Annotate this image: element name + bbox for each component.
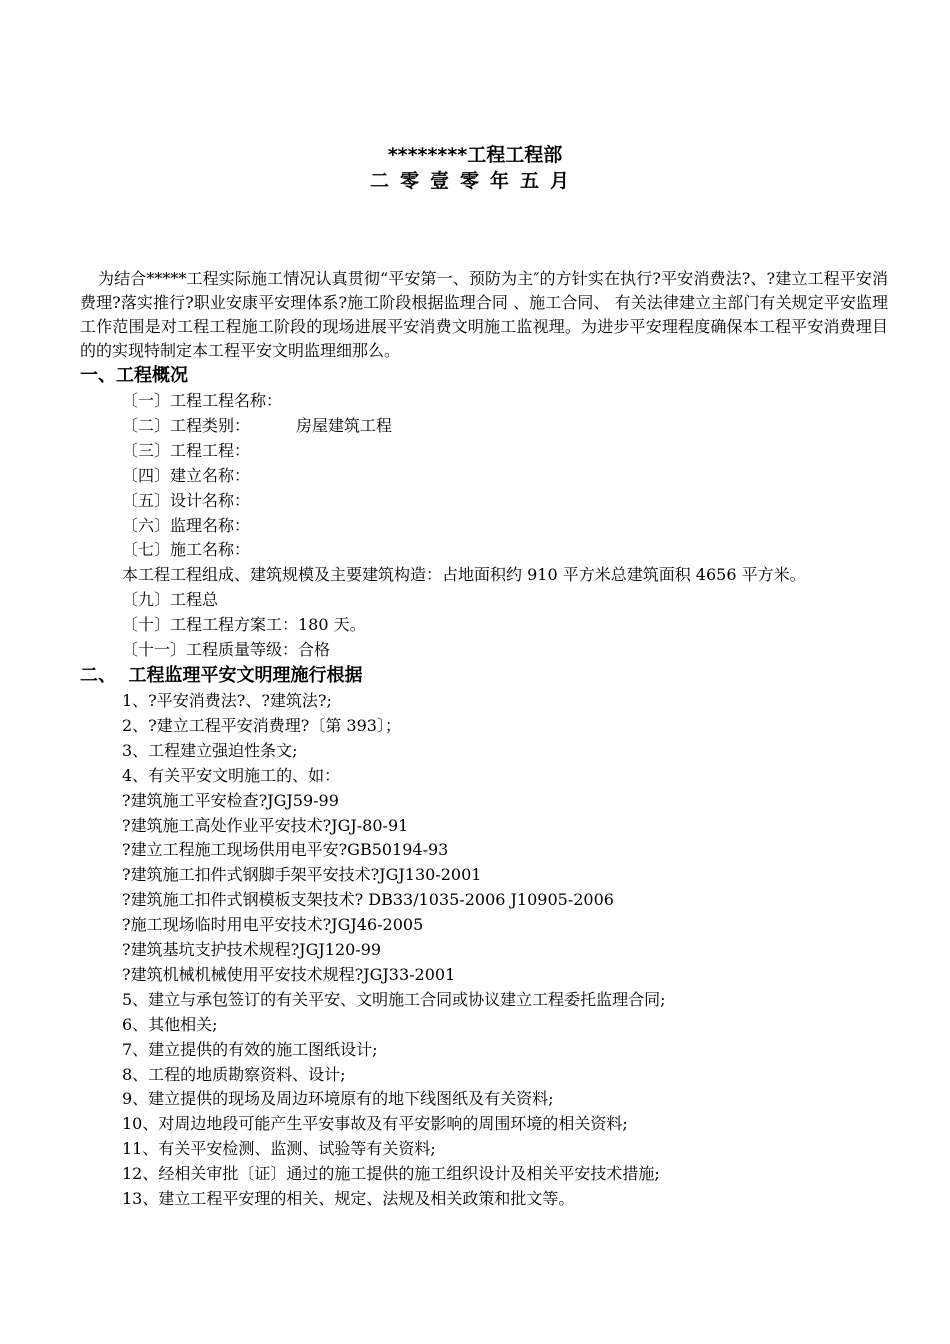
basis-item: ?施工现场临时用电平安技术?JGJ46-2005 [122,915,424,935]
overview-item: 〔十〕工程工程方案工：180 天。 [122,615,366,635]
basis-item: 2、?建立工程平安消费理?〔第 393〕； [122,715,401,735]
basis-item: 1、?平安消费法?、?建筑法?; [122,690,332,710]
item-label: 〔一〕工程工程名称： [122,391,283,410]
basis-item: 13、建立工程平安理的相关、规定、法规及相关政策和批文等。 [122,1189,575,1209]
basis-item: 6、其他相关; [122,1014,218,1034]
overview-item [80,464,888,489]
basis-item: 8、工程的地质勘察资料、设计; [122,1064,346,1084]
item-label: 〔六〕监理名称： [122,515,251,535]
basis-item: 3、工程建立强迫性条文; [122,740,298,760]
item-label: 〔五〕设计名称： [122,490,251,510]
document-body [80,267,888,1212]
overview-item [80,489,888,514]
basis-item: ?建筑施工扣件式钢脚手架平安技术?JGJ130-2001 [122,865,482,885]
project-overview-list [80,389,888,563]
item-label: 〔二〕工程类别： [122,415,251,435]
basis-item: 5、建立与承包签订的有关平安、文明施工合同或协议建立工程委托监理合同; [122,989,666,1009]
basis-item: 4、有关平安文明施工的、如： [122,765,341,785]
title-block [0,142,950,194]
basis-item: 9、建立提供的现场及周边环境原有的地下线图纸及有关资料; [122,1089,554,1109]
basis-item: 7、建立提供的有效的施工图纸设计; [122,1039,378,1059]
basis-item: ?建筑基坑支护技术规程?JGJ120-99 [122,940,382,960]
document-title: ********工程工程部 [387,144,563,166]
basis-item: ?建筑施工平安检查?JGJ59-99 [122,790,339,810]
scale-paragraph: 本工程工程组成、建筑规模及主要建筑构造：占地面积约 910 平方米总建筑面积 4656 平方米。 [122,565,806,585]
basis-item: ?建立工程施工现场供用电平安?GB50194-93 [122,840,449,860]
basis-item: ?建筑机械机械使用平安技术规程?JGJ33-2001 [122,964,456,984]
basis-item: ?建筑施工高处作业平安技术?JGJ-80-91 [122,815,409,835]
document-date: 二零壹零年五月 [369,170,580,192]
item-label: 〔四〕建立名称： [122,465,251,485]
overview-item: 〔十一〕工程质量等级：合格 [122,640,331,660]
section-1-heading: 一、工程概况 [80,365,188,386]
intro-paragraph: 为结合*****工程实际施工情况认真贯彻“平安第一、预防为主″的方针实在执行?平安消费法?、?建立工程平安消费理?落实推行?职业安康平安理体系?施工阶段根据监理合同 、施工合同、 有关法律建立主部门有关规定平安监理工作范围是对工程工程施工阶段的现场进展平安消费文明施工监视理。为进步平安理程度确保本工程平安消费理目的的实现特制定本工程平安文明监理细那么。 [80,269,888,360]
basis-item: 12、经相关审批〔证〕通过的施工提供的施工组织设计及相关平安技术措施; [122,1164,660,1184]
basis-item: 11、有关平安检测、监测、试验等有关资料; [122,1139,436,1159]
overview-item [80,514,888,539]
overview-item [80,439,888,464]
item-value: 房屋建筑工程 [296,415,393,435]
overview-item [80,414,888,439]
basis-item: ?建筑施工扣件式钢模板支架技术? DB33/1035-2006 J10905-2006 [122,890,614,910]
overview-item [80,538,888,563]
section-2-heading: 二、 工程监理平安文明理施行根据 [80,664,363,686]
overview-item [80,389,888,414]
overview-item: 〔九〕工程总 [122,590,219,610]
item-label: 〔七〕施工名称： [122,540,251,560]
item-label: 〔三〕工程工程： [122,440,251,460]
basis-list [80,689,888,1212]
basis-item: 10、对周边地段可能产生平安事故及有平安影响的周围环境的相关资料; [122,1114,628,1134]
